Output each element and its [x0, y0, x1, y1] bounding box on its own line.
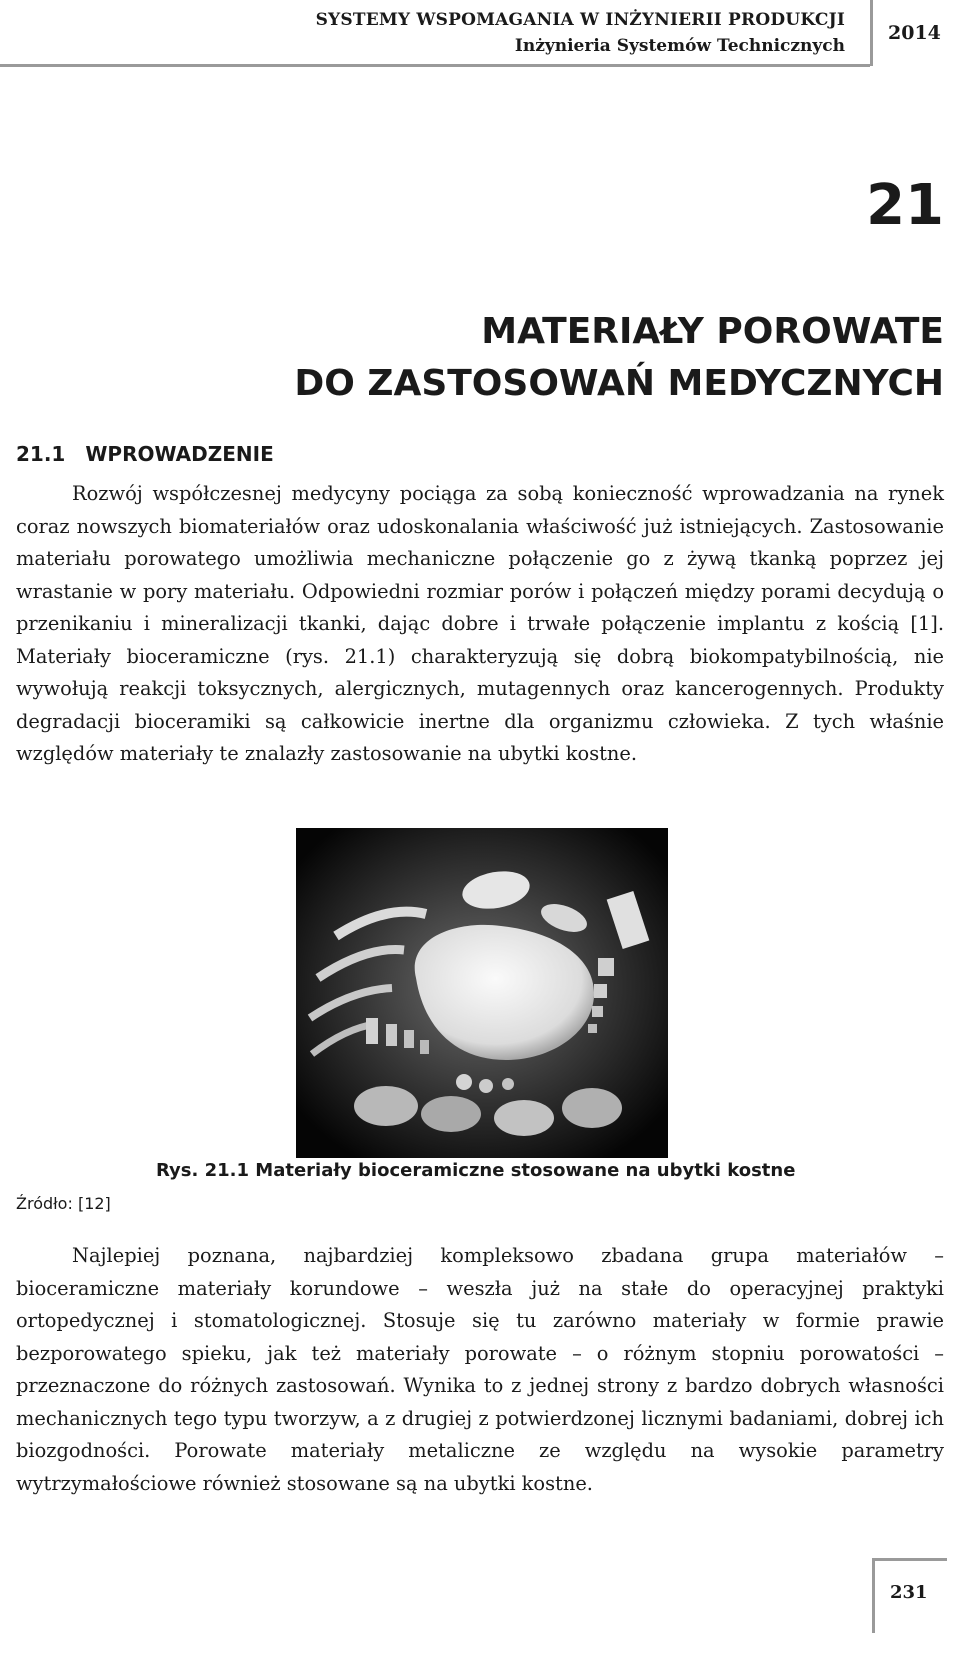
journal-title: SYSTEMY WSPOMAGANIA W INŻYNIERII PRODUKCJI: [315, 10, 845, 30]
chapter-number: 21: [866, 173, 944, 238]
page-number: 231: [890, 1582, 928, 1603]
section-heading: [16, 442, 274, 466]
header-year: 2014: [888, 22, 941, 44]
chapter-title-line2: DO ZASTOSOWAŃ MEDYCZNYCH: [294, 363, 944, 404]
paragraph-body: Najlepiej poznana, najbardziej kompleksowo zbadana grupa materiałów – bioceramiczne materiały korundowe – weszła już na stałe do operacyjnej praktyki ortopedycznej i stomatologicznej. Stosuje się tu zarówno materiały w formie prawie bezporowatego spieku, jak też materiały porowate – o różnym stopniu porowatości – przeznaczone do różnych zastosowań. Wynika to z jednej strony z bardzo dobrych własności mechanicznych tego typu tworzyw, a z drugiej z potwierdzonej licznymi badaniami, dobrej ich biozgodności. Porowate materiały metaliczne ze względu na wysokie parametry wytrzymałościowe również stosowane są na ubytki kostne.: [16, 1244, 944, 1495]
figure-caption: Rys. 21.1 Materiały bioceramiczne stosowane na ubytki kostne: [156, 1160, 796, 1181]
header-divider-vertical: [870, 0, 873, 66]
section-title: WPROWADZENIE: [85, 442, 274, 466]
page-header: [0, 0, 960, 70]
chapter-title: [294, 306, 944, 410]
figure-source: Źródło: [12]: [16, 1194, 111, 1213]
journal-subtitle: Inżynieria Systemów Technicznych: [514, 36, 845, 56]
chapter-title-line1: MATERIAŁY POROWATE: [481, 311, 944, 352]
header-divider-horizontal: [0, 64, 870, 67]
bioceramics-photo-image: [296, 828, 668, 1158]
figure-bioceramics-photo: [296, 828, 668, 1158]
section-number: 21.1: [16, 442, 66, 466]
paragraph-intro: Rozwój współczesnej medycyny pociąga za sobą konieczność wprowadzania na rynek coraz nowszych biomateriałów oraz udoskonalania właściwość już istniejących. Zastosowanie materiału porowatego umożliwia mechaniczne połączenie go z żywą tkanką poprzez jej wrastanie w pory materiału. Odpowiedni rozmiar porów i połączeń między porami decydują o przenikaniu i mineralizacji tkanki, dając dobre i trwałe połączenie implantu z kością [1]. Materiały bioceramiczne (rys. 21.1) charakteryzują się dobrą biokompatybilnością, nie wywołują reakcji toksycznych, alergicznych, mutagennych oraz kancerogennych. Produkty degradacji bioceramiki są całkowicie inertne dla organizmu człowieka. Z tych właśnie względów materiały te znalazły zastosowanie na ubytki kostne.: [16, 482, 944, 765]
